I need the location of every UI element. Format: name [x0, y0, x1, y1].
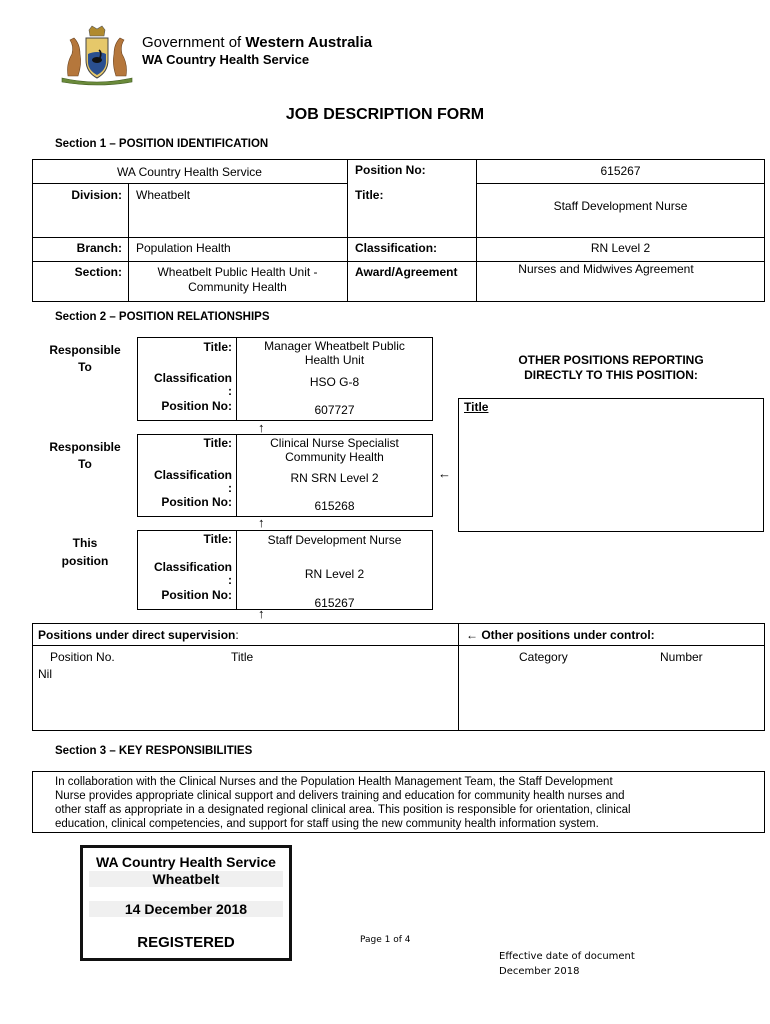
- box-classification-colon: :: [228, 384, 232, 398]
- division-label: Division:: [71, 188, 122, 202]
- branch-label: Branch:: [76, 241, 122, 255]
- box-classification-value: HSO G-8: [309, 375, 360, 389]
- position-no-value: 615267: [600, 164, 641, 178]
- stamp-line2: Wheatbelt: [89, 871, 283, 887]
- government-prefix: Government of: [142, 34, 242, 51]
- government-state: Western Australia: [245, 34, 373, 51]
- box-classification-label: Classification: [153, 560, 232, 574]
- responsibilities-line: education, clinical competencies, and support for staff using the new community health information system.: [55, 818, 599, 830]
- box-classification-label: Classification: [153, 371, 232, 385]
- box-title-line2: Health Unit: [304, 353, 365, 367]
- supervision-label-text: Positions under direct supervision: [38, 628, 236, 642]
- box-classification-value: RN Level 2: [304, 567, 365, 581]
- form-title: JOB DESCRIPTION FORM: [285, 106, 485, 123]
- arrow-up-icon: ↑: [258, 515, 265, 530]
- other-positions-box: [458, 398, 764, 532]
- title-label: Title:: [355, 188, 384, 202]
- page-number: Page 1 of 4: [360, 935, 411, 945]
- arrow-up-icon: ↑: [258, 606, 265, 621]
- box-title-line1: Manager Wheatbelt Public: [264, 339, 405, 353]
- government-name: [142, 34, 372, 51]
- effective-date-label: Effective date of document: [499, 951, 635, 962]
- section3-heading: Section 3 – KEY RESPONSIBILITIES: [55, 745, 253, 757]
- box-position-no-label: Position No:: [161, 399, 232, 413]
- box-position-no-value: 615268: [314, 499, 355, 513]
- responsibilities-line: Nurse provides appropriate clinical support and delivers training and education for community health nurses and: [55, 790, 625, 802]
- role-label: position: [61, 554, 109, 568]
- section2-heading: Section 2 – POSITION RELATIONSHIPS: [55, 311, 270, 323]
- box-classification-value: RN SRN Level 2: [290, 471, 379, 485]
- arrow-left-icon: ←: [438, 466, 451, 481]
- supervision-colon: :: [235, 628, 239, 642]
- box-title-line1: Clinical Nurse Specialist: [270, 436, 399, 450]
- supervision-col-position-no: Position No.: [50, 650, 115, 664]
- role-label: Responsible: [49, 440, 121, 454]
- box-title-line1: Staff Development Nurse: [267, 533, 402, 547]
- section-label: Section:: [74, 265, 122, 279]
- section-value-line1: Wheatbelt Public Health Unit -: [157, 265, 318, 279]
- award-label: Award/Agreement: [355, 265, 458, 279]
- supervision-col-title: Title: [231, 650, 254, 664]
- box-title-label: Title:: [203, 340, 232, 354]
- box-title-line2: Community Health: [285, 450, 384, 464]
- role-label: To: [78, 457, 92, 471]
- classification-label: Classification:: [355, 241, 438, 255]
- award-value: Nurses and Midwives Agreement: [518, 262, 694, 276]
- control-label-text: Other positions under control:: [481, 628, 655, 642]
- box-position-no-label: Position No:: [161, 588, 232, 602]
- box-position-no-value: 607727: [314, 403, 355, 417]
- stamp-date: 14 December 2018: [89, 901, 283, 917]
- box-position-no-value: 615267: [314, 596, 355, 610]
- control-label: [466, 628, 655, 643]
- box-title-label: Title:: [203, 532, 232, 546]
- org-name: WA Country Health Service: [117, 165, 262, 179]
- responsibilities-line: other staff as appropriate in a designated regional clinical area. This position is responsible for orientation, clinical: [55, 804, 631, 816]
- section-value-line2: Community Health: [188, 280, 287, 294]
- box-classification-label: Classification: [153, 468, 232, 482]
- role-label: This: [72, 536, 98, 550]
- branch-value: Population Health: [136, 241, 231, 255]
- box-title-label: Title:: [203, 436, 232, 450]
- control-col-category: Category: [519, 650, 568, 664]
- registration-stamp: [80, 845, 292, 961]
- role-label: To: [78, 360, 92, 374]
- wa-government-crest: [56, 24, 138, 86]
- responsibilities-line: In collaboration with the Clinical Nurses and the Population Health Management Team, the Staff Development: [55, 776, 613, 788]
- box-classification-colon: :: [228, 481, 232, 495]
- title-value: Staff Development Nurse: [553, 199, 688, 213]
- other-positions-heading: OTHER POSITIONS REPORTING: [518, 353, 704, 367]
- section1-heading: Section 1 – POSITION IDENTIFICATION: [55, 138, 269, 150]
- position-no-label: Position No:: [355, 163, 426, 177]
- role-label: Responsible: [49, 343, 121, 357]
- other-positions-title-column: Title: [464, 400, 489, 414]
- other-positions-heading-2: DIRECTLY TO THIS POSITION:: [524, 368, 698, 382]
- supervision-label: [38, 628, 239, 643]
- arrow-up-icon: ↑: [258, 420, 265, 435]
- box-position-no-label: Position No:: [161, 495, 232, 509]
- classification-value: RN Level 2: [590, 241, 651, 255]
- stamp-line1: WA Country Health Service: [96, 854, 276, 870]
- box-classification-colon: :: [228, 573, 232, 587]
- arrow-left-icon: ←: [466, 628, 478, 642]
- division-value: Wheatbelt: [136, 188, 191, 202]
- stamp-status: REGISTERED: [137, 934, 235, 951]
- supervision-value: Nil: [38, 667, 52, 681]
- service-name: WA Country Health Service: [142, 52, 310, 67]
- control-col-number: Number: [660, 650, 703, 664]
- effective-date-value: December 2018: [499, 966, 580, 977]
